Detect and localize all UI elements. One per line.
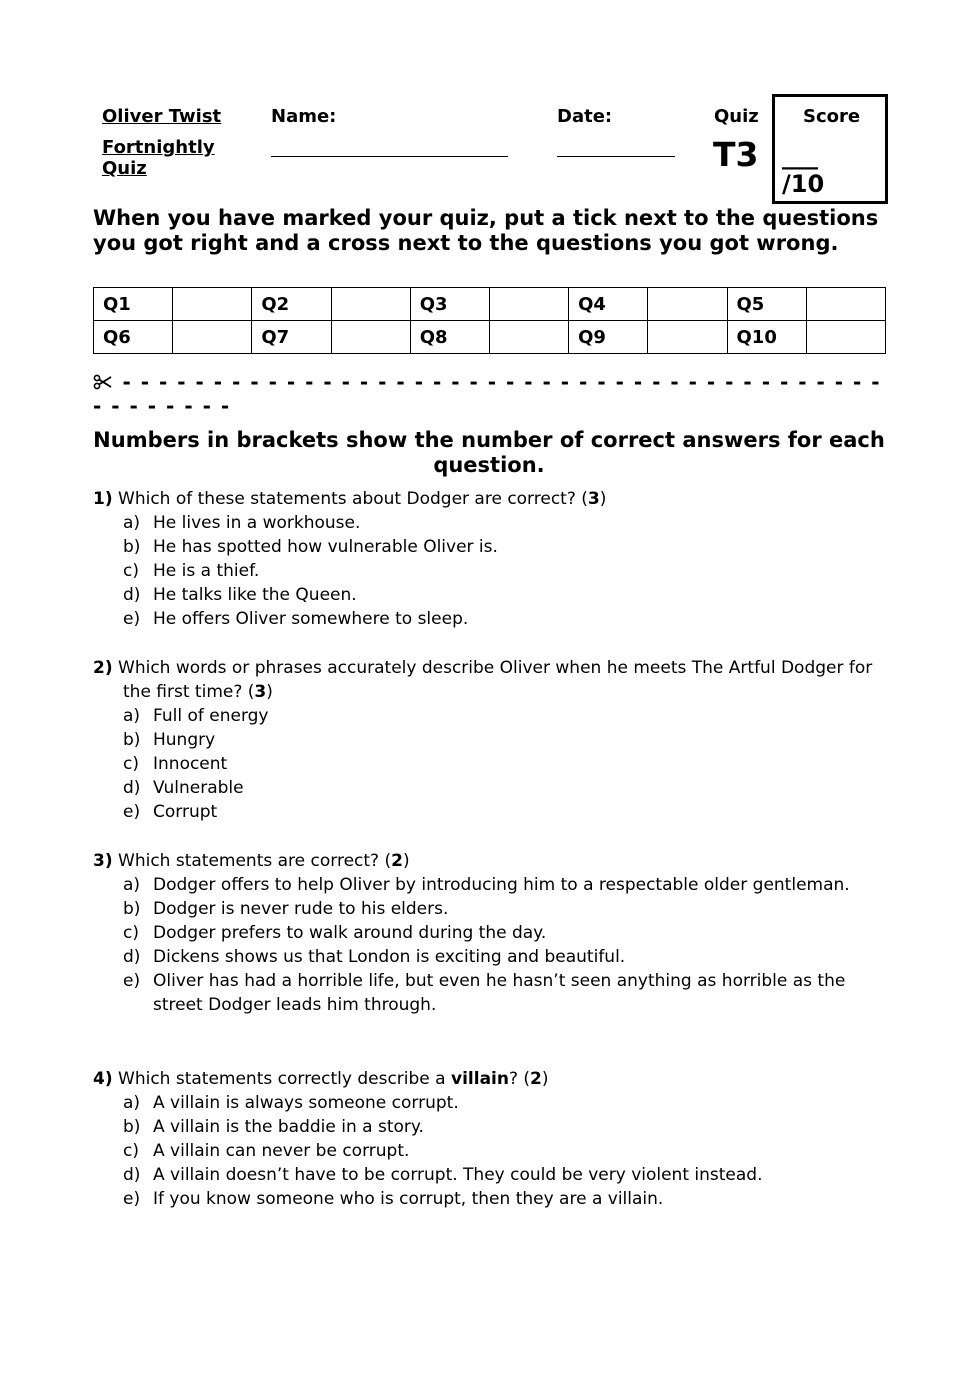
answer-count: 3 (254, 682, 267, 702)
marks-row (94, 321, 886, 354)
option-text: Dodger prefers to walk around during the day. (153, 923, 547, 943)
question-stem (93, 1067, 873, 1091)
option-item (93, 1187, 873, 1211)
option-letter: a) (123, 513, 141, 533)
title-line-1: Oliver Twist (102, 106, 222, 127)
option-text: Dickens shows us that London is exciting and beautiful. (153, 947, 626, 967)
option-letter: d) (123, 1165, 141, 1185)
option-text: He is a thief. (153, 561, 260, 581)
bracket-close: ) (599, 489, 607, 509)
option-text: Vulnerable (153, 778, 244, 798)
marks-cell (648, 288, 727, 321)
name-label: Name: (271, 106, 337, 127)
option-letter: c) (123, 561, 139, 581)
option-letter: b) (123, 537, 141, 557)
bracket-close: ) (266, 682, 273, 702)
option-text: Corrupt (153, 802, 218, 822)
marks-cell (489, 321, 568, 354)
marks-cell (173, 288, 252, 321)
option-text: Innocent (153, 754, 228, 774)
option-text: A villain is always someone corrupt. (153, 1093, 459, 1113)
question-stem (93, 656, 873, 704)
bracket-close: ) (541, 1069, 549, 1089)
option-item (93, 511, 873, 535)
marks-label: Q4 (569, 288, 648, 321)
option-letter: e) (123, 609, 141, 629)
option-item (93, 1115, 873, 1139)
marks-label: Q3 (410, 288, 489, 321)
marks-label: Q5 (727, 288, 806, 321)
option-item (93, 945, 873, 969)
bracket-close: ) (402, 851, 410, 871)
title-line-2: Fortnightly (102, 137, 215, 158)
marks-label: Q9 (569, 321, 648, 354)
option-item (93, 800, 873, 824)
question-text: Which statements are correct? ( (118, 851, 392, 871)
option-item (93, 921, 873, 945)
option-item (93, 704, 873, 728)
marks-cell (648, 321, 727, 354)
option-text: He has spotted how vulnerable Oliver is. (153, 537, 498, 557)
score-box (772, 94, 888, 204)
option-text: If you know someone who is corrupt, then they are a villain. (153, 1189, 664, 1209)
marks-label: Q7 (252, 321, 331, 354)
name-blank-line (271, 156, 508, 157)
marks-label: Q10 (727, 321, 806, 354)
option-item (93, 1139, 873, 1163)
score-total: /10 (782, 170, 825, 198)
keyword: villain (451, 1069, 509, 1089)
option-text: A villain can never be corrupt. (153, 1141, 410, 1161)
title-line-3: Quiz (102, 158, 147, 179)
question-2 (93, 656, 873, 824)
option-text: He offers Oliver somewhere to sleep. (153, 609, 469, 629)
option-letter: a) (123, 706, 141, 726)
question-text: Which of these statements about Dodger are correct? ( (118, 489, 588, 509)
option-letter: e) (123, 802, 141, 822)
option-text: A villain is the baddie in a story. (153, 1117, 424, 1137)
option-letter: b) (123, 730, 141, 750)
question-number: 1) (93, 489, 113, 509)
marks-label: Q2 (252, 288, 331, 321)
option-item (93, 873, 873, 897)
option-letter: b) (123, 1117, 141, 1137)
option-item (93, 776, 873, 800)
marks-cell (331, 321, 410, 354)
option-text: A villain doesn’t have to be corrupt. They could be very violent instead. (153, 1165, 763, 1185)
option-item (93, 897, 873, 921)
date-label: Date: (557, 106, 613, 127)
marks-label: Q8 (410, 321, 489, 354)
question-stem (93, 487, 873, 511)
option-item (93, 535, 873, 559)
option-item (93, 969, 873, 1017)
date-blank-line (557, 156, 675, 157)
question-number: 4) (93, 1069, 113, 1089)
option-letter: e) (123, 971, 141, 991)
question-4 (93, 1067, 873, 1211)
marks-cell (806, 321, 885, 354)
option-letter: a) (123, 1093, 141, 1113)
note-text: Numbers in brackets show the number of correct answers for each question. (93, 428, 885, 477)
question-stem (93, 849, 873, 873)
marks-cell (173, 321, 252, 354)
option-item (93, 752, 873, 776)
score-label: Score (803, 106, 861, 127)
option-text: He talks like the Queen. (153, 585, 357, 605)
question-3 (93, 849, 873, 1017)
question-text: Which words or phrases accurately describe Oliver when he meets The Artful Dodger for the first time? ( (118, 658, 873, 702)
marks-cell (331, 288, 410, 321)
option-letter: d) (123, 947, 141, 967)
option-letter: e) (123, 1189, 141, 1209)
option-text: Full of energy (153, 706, 269, 726)
answer-count: 3 (587, 489, 600, 509)
question-1 (93, 487, 873, 631)
option-letter: c) (123, 923, 139, 943)
marks-cell (806, 288, 885, 321)
marks-grid (93, 287, 886, 354)
option-text: Hungry (153, 730, 216, 750)
marks-cell (489, 288, 568, 321)
option-item (93, 559, 873, 583)
answer-count: 2 (391, 851, 403, 871)
question-text: Which statements correctly describe a (118, 1069, 451, 1089)
option-item (93, 607, 873, 631)
marks-label: Q6 (94, 321, 173, 354)
option-text: He lives in a workhouse. (153, 513, 361, 533)
cut-line (93, 370, 883, 418)
question-number: 2) (93, 658, 113, 678)
option-letter: d) (123, 585, 141, 605)
option-item (93, 728, 873, 752)
option-text: Dodger is never rude to his elders. (153, 899, 449, 919)
option-letter: c) (123, 754, 139, 774)
score-blank: ___ (782, 142, 818, 170)
option-letter: c) (123, 1141, 139, 1161)
option-item (93, 1091, 873, 1115)
quiz-label: Quiz (714, 106, 759, 127)
option-text: Dodger offers to help Oliver by introducing him to a respectable older gentleman. (153, 875, 850, 895)
option-letter: b) (123, 899, 141, 919)
option-item (93, 583, 873, 607)
option-letter: d) (123, 778, 141, 798)
question-text-end: ? ( (508, 1069, 531, 1089)
scissors-icon (93, 374, 113, 390)
option-text: Oliver has had a horrible life, but even he hasn’t seen anything as horrible as the street Dodger leads him through. (153, 971, 846, 1015)
marks-row (94, 288, 886, 321)
answer-count: 2 (530, 1069, 542, 1089)
question-number: 3) (93, 851, 113, 871)
option-item (93, 1163, 873, 1187)
cut-dashes: - - - - - - - - - - - - - - - - - - - - - - - - - - - - - - - - - - - - - - - - - - - - - - - - - - (93, 370, 881, 418)
marks-label: Q1 (94, 288, 173, 321)
quiz-code: T3 (713, 135, 759, 174)
instruction-text: When you have marked your quiz, put a tick next to the questions you got right and a cross next to the questions you got wrong. (93, 206, 879, 255)
option-letter: a) (123, 875, 141, 895)
